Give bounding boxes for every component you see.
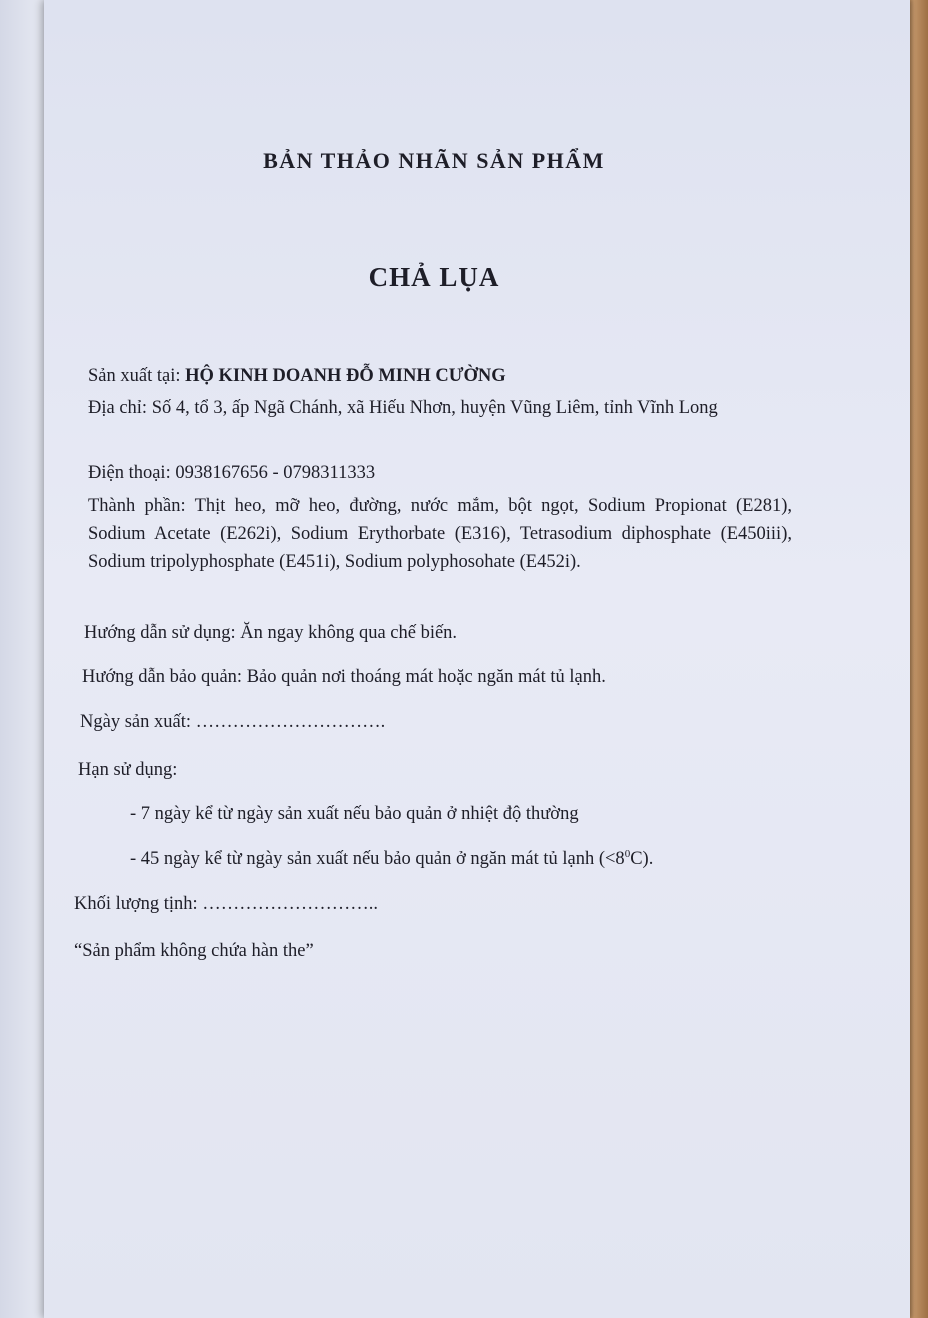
degree-superscript: 0 xyxy=(624,847,631,860)
expiry-item-2-unit: C). xyxy=(630,849,654,869)
phone-text: Điện thoại: 0938167656 - 0798311333 xyxy=(88,463,376,483)
expiry-label: Hạn sử dụng: xyxy=(78,760,178,780)
product-name: CHẢ LỤA xyxy=(368,262,500,292)
document-heading: BẢN THẢO NHÃN SẢN PHẨM xyxy=(263,148,605,173)
ingredients-text: Thành phần: Thịt heo, mỡ heo, đường, nước mắm, bột ngọt, Sodium Propionat (E281), Sodium Acetate (E262i), Sodium Erythorbate (E316), Tetrasodium diphosphate (E450iii), Sodium tripolyphosphate (E451i), Sodium polyphosohate (E452i). xyxy=(88,496,792,572)
producer-label: Sản xuất tại: xyxy=(88,366,181,386)
usage-text: Hướng dẫn sử dụng: Ăn ngay không qua chế biến. xyxy=(84,623,458,643)
expiry-item-room-temperature: - 7 ngày kể từ ngày sản xuất nếu bảo quản ở nhiệt độ thường xyxy=(130,804,579,824)
label-draft-document xyxy=(44,0,910,1318)
producer-name: HỘ KINH DOANH ĐỖ MINH CƯỜNG xyxy=(185,366,506,386)
production-date-text: Ngày sản xuất: …………………………. xyxy=(80,712,386,732)
address-text: Địa chỉ: Số 4, tổ 3, ấp Ngã Chánh, xã Hiếu Nhơn, huyện Vũng Liêm, tỉnh Vĩnh Long xyxy=(88,398,718,418)
storage-text: Hướng dẫn bảo quản: Bảo quản nơi thoáng mát hoặc ngăn mát tủ lạnh. xyxy=(82,667,606,687)
producer-line xyxy=(88,362,506,390)
expiry-item-refrigerated xyxy=(130,845,653,873)
net-weight-text: Khối lượng tịnh: ……………………….. xyxy=(74,894,378,914)
product-note: “Sản phẩm không chứa hàn the” xyxy=(74,941,314,961)
document-page xyxy=(44,0,910,1318)
expiry-item-2-text: - 45 ngày kể từ ngày sản xuất nếu bảo quản ở ngăn mát tủ lạnh (<8 xyxy=(130,849,625,869)
